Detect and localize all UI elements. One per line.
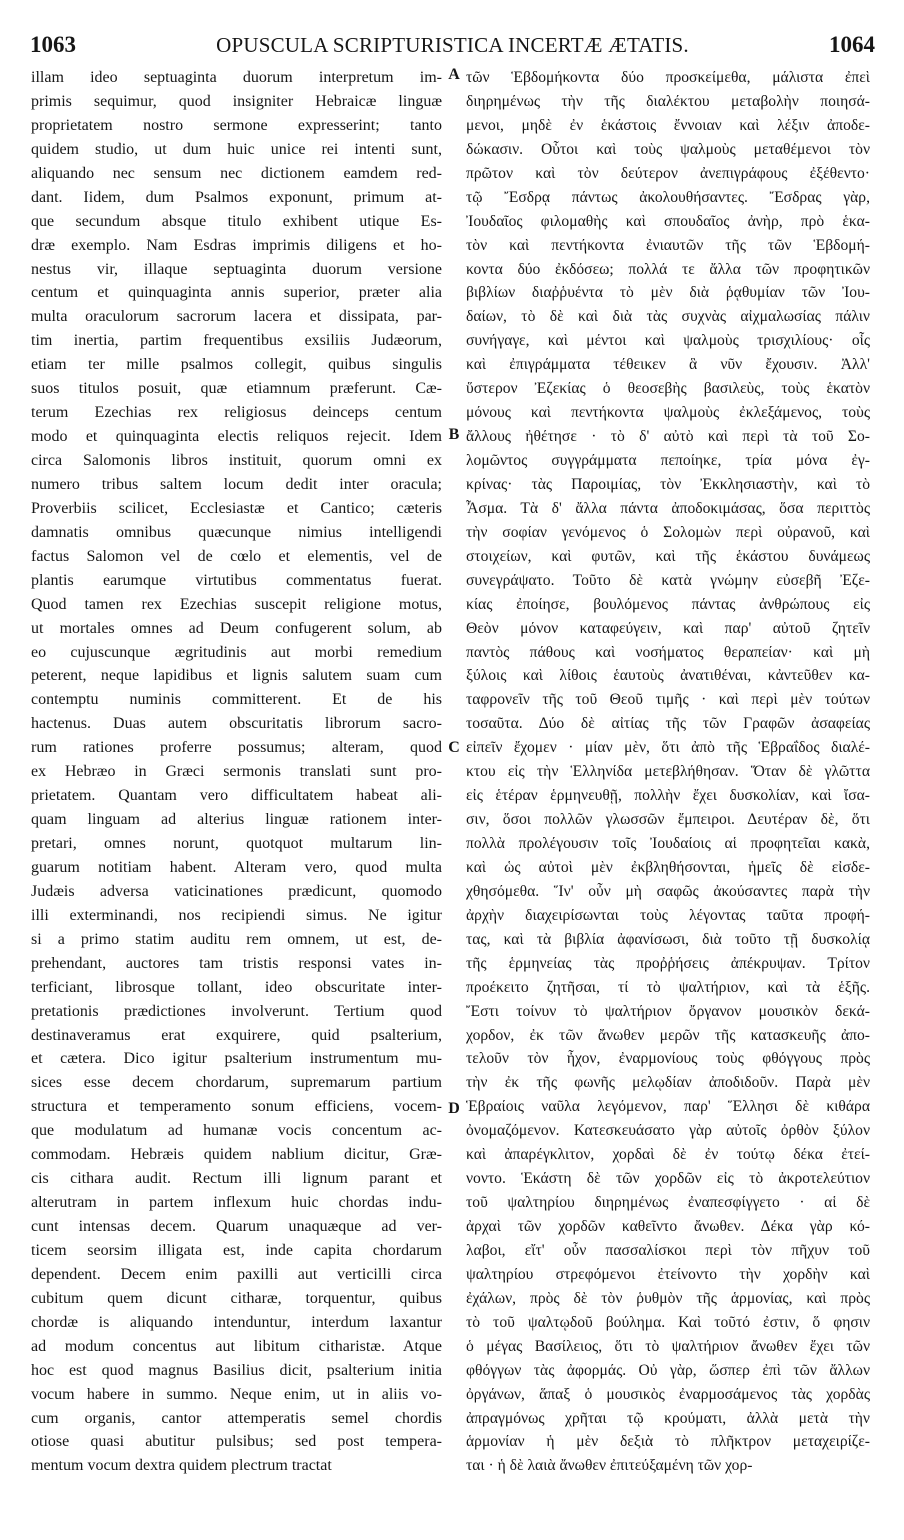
text-line: primis sequimur, quod insigniter Hebraicæ linguæ <box>31 92 442 110</box>
text-line: δαίων, τὸ δὲ καὶ διὰ τὰς συχνὰς αἰχμαλωσίας πάλιν <box>466 308 870 326</box>
text-line: στοιχείων, καὶ φυτῶν, καὶ τῆς ἑκάστου δυνάμεως <box>466 547 870 565</box>
text-line: ticem seorsim illigata est, inde capita chordarum <box>31 1241 442 1259</box>
text-line: Quod tamen rex Ezechias suscepit religione motus, <box>31 595 442 613</box>
text-line: τας, καὶ τὰ βιβλία ἀφανίσωσι, διὰ τοῦτο τῇ δυσκολίᾳ <box>466 930 870 948</box>
text-line: προέκειτο ζητῆσαι, τί τὸ ψαλτήριον, καὶ τὰ ἑξῆς. <box>466 978 870 996</box>
text-line: μόνους καὶ πεντήκοντα ψαλμοὺς ἐκλεξάμενος, τοὺς <box>466 404 870 422</box>
text-line: structura et temperamento sonum efficiens, vocem- <box>31 1098 442 1116</box>
text-line: dependent. Decem enim paxilli aut verticilli circa <box>31 1265 442 1283</box>
section-marker-c: C <box>448 739 460 756</box>
text-line: Ἆσμα. Τὰ δ' ἄλλα πάντα ἀποδοκιμάσας, ὅσα περιττὸς <box>466 499 870 517</box>
text-line: λομῶντος συγγράμματα πεποίηκε, τρία μόνα ἐγ- <box>466 452 870 469</box>
text-line: τῶν Ἑβδομήκοντα δύο προσκείμεθα, μάλιστα ἐπεὶ <box>466 69 870 86</box>
text-line: τοσαῦτα. Δύο δὲ αἰτίας τῆς τῶν Γραφῶν ἀσαφείας <box>466 715 870 733</box>
text-line: que secundum absque titulo exhibent utique Es- <box>31 212 442 230</box>
text-line: ἁρμονίαν ἡ μὲν δεξιὰ τὸ πλῆκτρον μεταχειρίζε- <box>466 1433 870 1451</box>
text-line: aliquando nec sensum nec dictionem eamdem red- <box>31 164 442 182</box>
text-line: sices esse decem chordarum, supremarum partium <box>31 1074 442 1092</box>
text-line: etiam ter mille psalmos collegit, quibus singulis <box>31 356 442 374</box>
text-line: numero tribus saltem locum dedit inter oracula; <box>31 475 442 493</box>
text-line: factus Salomon vel de cœlo et elementis, vel de <box>31 547 442 565</box>
text-line: μενοι, μηδὲ ἐν ἑκάστοις ἔννοιαν καὶ λέξιν ἀποδε- <box>466 116 870 134</box>
right-page-number: 1064 <box>829 32 875 57</box>
text-line: ὀνομαζόμενον. Κατεσκευάσατο γὰρ αὐτοῖς ὀρθὸν ξύλον <box>466 1122 870 1140</box>
text-line: τὴν σοφίαν γενόμενος ὁ Σολομὼν περὶ οὐρανοῦ, καὶ <box>466 523 870 541</box>
text-line: dræ exemplo. Nam Esdras imprimis diligens et ho- <box>31 236 442 254</box>
text-line: ἀπραγμόνως χρῆται τῷ κρούματι, ἀλλὰ μετὰ τὴν <box>466 1409 870 1427</box>
text-line: τῆς ἑρμηνείας τὰς προῤῥήσεις ἀπέκρυψαν. Τρίτον <box>466 954 870 972</box>
text-line: πρῶτον καὶ τὸν δεύτερον ἀνεπιγράφους ἐξέθεντο· <box>466 164 870 182</box>
left-page-number: 1063 <box>30 32 76 57</box>
text-line: δώκασιν. Οὗτοι καὶ τοὺς ψαλμοὺς μεταθέμενοι τὸν <box>466 140 870 158</box>
text-line: εἰπεῖν ἔχομεν · μίαν μὲν, ὅτι ἀπὸ τῆς Ἑβραΐδος διαλέ- <box>466 739 870 757</box>
text-line: ὀργάνων, ἅπαξ ὁ μουσικὸς ἐναρμοσάμενος τὰς χορδὰς <box>466 1385 870 1403</box>
text-line: quidem studio, ut dum huic unice rei intenti sunt, <box>31 140 442 158</box>
text-line: Ἰουδαῖος φιλομαθὴς καὶ σπουδαῖος ἀνὴρ, πρὸ ἑκα- <box>466 212 870 230</box>
text-line: ex Hebræo in Græci sermonis translati sunt pro- <box>31 763 442 781</box>
text-line: cubitum quem dicunt citharæ, torquentur, quibus <box>31 1289 442 1307</box>
text-line: ταφρονεῖν τῆς τοῦ Θεοῦ τιμῆς · καὶ περὶ μὲν τούτων <box>466 691 870 709</box>
text-line: ἐχάλων, πρὸς δὲ τὸν ῥυθμὸν τῆς ἁρμονίας, καὶ πρὸς <box>466 1289 870 1307</box>
text-line: χορδον, ἐκ τῶν ἄνωθεν μερῶν τῆς κατασκευῆς ἀπο- <box>466 1026 870 1044</box>
text-line: παντὸς πάθους καὶ νοσήματος θεραπείαν· καὶ μὴ <box>466 643 870 661</box>
text-line: ξύλοις καὶ λίθοις ἑαυτοὺς ἀνατιθέναι, κἀντεῦθεν κα- <box>466 667 870 685</box>
text-line: chordæ is aliquando intenduntur, interdum laxantur <box>31 1313 442 1331</box>
text-line: contemptu numinis committerent. Et de his <box>31 691 442 709</box>
text-line: καὶ ἀπαρέγκλιτον, χορδαὶ δὲ ἐν τούτῳ δέκα ἐτεί- <box>466 1146 870 1164</box>
text-line: φθόγγων τὰς ἀφορμάς. Οὐ γὰρ, ὥσπερ ἐπὶ τῶν ἄλλων <box>466 1361 870 1379</box>
text-line: ad modum concentus aut libitum citharistæ. Atque <box>31 1337 442 1355</box>
text-line: τοῦ ψαλτηρίου διηρημένως ἐναπεσφίγγετο · αἱ δὲ <box>466 1194 870 1212</box>
text-line: prietatem. Quantam vero difficultatem habeat ali- <box>31 787 442 805</box>
text-line: proprietatem nostro sermone expresserint; tanto <box>31 116 442 134</box>
text-line: βιβλίων διαῤῥυέντα τὸ μὲν διὰ ῥᾳθυμίαν τῶν Ἰου- <box>466 284 870 302</box>
text-line: τὸ τοῦ ψαλτῳδοῦ βούλημα. Καὶ τοῦτό ἐστιν, ὅ φησιν <box>466 1313 870 1331</box>
running-header <box>30 28 875 62</box>
text-line: otiose quasi abutitur pulsibus; sed post tempera- <box>31 1433 442 1451</box>
text-line: κοντα δύο ἐκδόσεω; πολλά τε ἄλλα τῶν προφητικῶν <box>466 260 870 278</box>
text-line: hactenus. Duas autem obscuritatis librorum sacro- <box>31 715 442 733</box>
text-line: τὴν ἐκ τῆς φωνῆς μελῳδίαν ἀποδιδοῦν. Παρὰ μὲν <box>466 1074 870 1092</box>
text-line: tim inertia, partim frequentibus exsiliis Judæorum, <box>31 332 442 350</box>
text-line: ψαλτηρίου στρεφόμενοι ἐτείνοντο τὴν χορδὴν καὶ <box>466 1265 870 1283</box>
running-title: OPUSCULA SCRIPTURISTICA INCERTÆ ÆTATIS. <box>216 33 689 57</box>
text-line: multa oraculorum sacrorum lacera et dissipata, par- <box>31 308 442 326</box>
text-line: destinaveramus erat exquirere, quid psalterium, <box>31 1026 442 1044</box>
text-line: Judæis adversa vaticinationes prædicunt, quomodo <box>31 882 442 900</box>
text-line: τῷ Ἔσδρᾳ πάντως ἀκολουθήσαντες. Ἔσδρας γὰρ, <box>466 188 870 206</box>
text-line: ut mortales omnes ad Deum confugerent solum, ab <box>31 619 442 637</box>
text-line: terficiant, librosque tollant, ideo obscuritate inter- <box>31 978 442 996</box>
text-line: et cætera. Dico igitur psalterium instrumentum mu- <box>31 1050 442 1068</box>
text-line: que modulatum ad humanæ vocis concentum ac- <box>31 1122 442 1140</box>
text-line: συνήγαγε, καὶ μέντοι καὶ ψαλμοὺς τρισχιλίους· οἷς <box>466 332 870 350</box>
section-marker-a: A <box>448 66 460 83</box>
text-line: pretationis prædictiones involverunt. Tertium quod <box>31 1002 442 1020</box>
text-line: ἄλλους ἠθέτησε · τὸ δ' αὐτὸ καὶ περὶ τὰ τοῦ Σο- <box>466 428 870 446</box>
text-line: τὸν καὶ πεντήκοντα ἐνιαυτῶν τῆς τῶν Ἑβδομή- <box>466 236 870 254</box>
text-line: καὶ ὡς αὐτοὶ μὲν ἐκβληθήσονται, ἡμεῖς δὲ εἰσδε- <box>466 858 870 876</box>
text-line: prehendant, auctores tam tristis responsi vates in- <box>31 954 442 972</box>
text-line: cum organis, cantor attemperatis semel chordis <box>31 1409 442 1427</box>
text-line: hoc est quod magnus Basilius dicit, psalterium initia <box>31 1361 442 1379</box>
text-line: κτου εἰς τὴν Ἑλληνίδα μετεβλήθησαν. Ὅταν δὲ γλῶττα <box>466 763 870 781</box>
text-line: καὶ ἐπιγράμματα τέθεικεν ἃ νῦν ἔχουσιν. Ἀλλ' <box>466 356 870 374</box>
text-line: circa Salomonis libros instituit, quorum omni ex <box>31 452 442 469</box>
text-line: εἰς ἑτέραν ἑρμηνευθῇ, πολλὴν ἔχει δυσκολίαν, καὶ ἴσα- <box>466 787 870 805</box>
text-line: συνεγράψατο. Τοῦτο δὲ κατὰ γνώμην εὐσεβῆ Ἐζε- <box>466 571 870 589</box>
text-line: ὕστερον Ἐζεκίας ὁ θεοσεβὴς βασιλεὺς, τοὺς ἑκατὸν <box>466 380 870 398</box>
text-line: ἀρχαὶ τῶν χορδῶν καθεῖντο ἄνωθεν. Δέκα γὰρ κό- <box>466 1218 870 1235</box>
latin-column <box>31 66 442 1478</box>
text-line: πολλὰ προλέγουσιν τοῖς Ἰουδαίοις αἱ προφητεῖαι κακὰ, <box>466 835 870 852</box>
text-line: σιν, ὅσοι πολλῶν γλωσσῶν ἔμπειροι. Δευτέραν δὲ, ὅτι <box>466 811 870 829</box>
text-line: χθησόμεθα. Ἵν' οὖν μὴ σαφῶς ἀκούσαντες παρὰ τὴν <box>466 882 870 900</box>
text-line: peterent, neque lapidibus et lignis salutem suam cum <box>31 667 442 685</box>
text-line: Ἑβραίοις ναῦλα λεγόμενον, παρ' Ἕλλησι δὲ κιθάρα <box>466 1098 870 1116</box>
text-line: terum Ezechias rex religiosus deinceps centum <box>31 404 442 422</box>
text-line: mentum vocum dextra quidem plectrum tractat <box>31 1457 332 1475</box>
text-line: plantis earumque virtutibus commentatus fuerat. <box>31 571 442 589</box>
text-line: modo et quinquaginta electis reliquos rejecit. Idem <box>31 428 442 446</box>
text-line: dant. Iidem, dum Psalmos exponunt, primum at- <box>31 188 442 206</box>
section-marker-d: D <box>448 1100 460 1117</box>
text-line: pretari, omnes norunt, quotquot multarum lin- <box>31 835 442 852</box>
text-line: νοντο. Ἑκάστη δὲ τῶν χορδῶν εἰς τὸ ἀκροτελεύτιον <box>466 1170 870 1188</box>
text-line: illam ideo septuaginta duorum interpretum im- <box>31 69 442 86</box>
text-line: διηρημένως τὴν τῆς διαλέκτου μεταβολὴν ποιησά- <box>466 92 870 110</box>
text-line: vocum habere in summo. Neque enim, ut in aliis vo- <box>31 1385 442 1403</box>
text-line: ὁ μέγας Βασίλειος, ὅτι τὸ ψαλτήριον ἄνωθεν ἔχει τῶν <box>466 1337 870 1355</box>
greek-column <box>466 66 870 1478</box>
text-line: centum et quinquaginta annis superior, præter alia <box>31 284 442 302</box>
text-line: damnatis omnibus quæcunque nimius intelligendi <box>31 523 442 541</box>
section-marker-b: B <box>448 426 460 443</box>
text-line: τελοῦν τὸν ἦχον, ἐναρμονίους τοὺς φθόγγους πρὸς <box>466 1050 870 1068</box>
text-line: guarum notitiam habent. Alteram vero, quod multa <box>31 858 442 876</box>
text-line: ἀρχὴν διαχειρίσωνται τοὺς λέγοντας ταῦτα προφή- <box>466 906 870 924</box>
text-line: Θεὸν μόνον καταφεύγειν, καὶ παρ' αὐτοῦ ζητεῖν <box>466 619 870 637</box>
text-line: λαβοι, εἴτ' οὖν πασσαλίσκοι περὶ τὸν πῆχυν τοῦ <box>466 1241 870 1259</box>
text-line: eo cujuscunque ægritudinis aut morbi remedium <box>31 643 442 661</box>
text-line: quam linguam ad alterius linguæ rationem inter- <box>31 811 442 829</box>
text-line: nestus vir, illaque septuaginta duorum versione <box>31 260 442 278</box>
text-line: ται · ἡ δὲ λαιὰ ἄνωθεν ἐπιτεύξαμένη τῶν χορ- <box>466 1457 753 1475</box>
text-line: Proverbiis scilicet, Ecclesiastæ et Cantico; cæteris <box>31 499 442 517</box>
text-line: cis cithara audit. Rectum illi lignum parant et <box>31 1170 442 1188</box>
text-line: si a primo statim auditu rem omnem, ut est, de- <box>31 930 442 948</box>
text-line: κρίνας· τὰς Παροιμίας, τὸν Ἐκκλησιαστὴν, καὶ τὸ <box>466 475 870 493</box>
text-line: illi exterminandi, nos recipiendi simus. Ne igitur <box>31 906 442 924</box>
text-line: suos titulos posuit, quæ etiamnum præferunt. Cæ- <box>31 380 442 398</box>
text-line: commodam. Hebræis quidem nablium dicitur, Græ- <box>31 1146 442 1164</box>
text-line: κίας ἐποίησε, βουλόμενος πάντας ἀνθρώπους εἰς <box>466 595 870 613</box>
text-line: alterutram in partem inflexum huic chordas indu- <box>31 1194 442 1212</box>
text-line: Ἔστι τοίνυν τὸ ψαλτήριον ὄργανον μουσικὸν δεκά- <box>466 1002 870 1020</box>
text-line: rum rationes proferre possumus; alteram, quod <box>31 739 442 757</box>
text-line: cunt intensas decem. Quarum unaquæque ad ver- <box>31 1218 442 1235</box>
